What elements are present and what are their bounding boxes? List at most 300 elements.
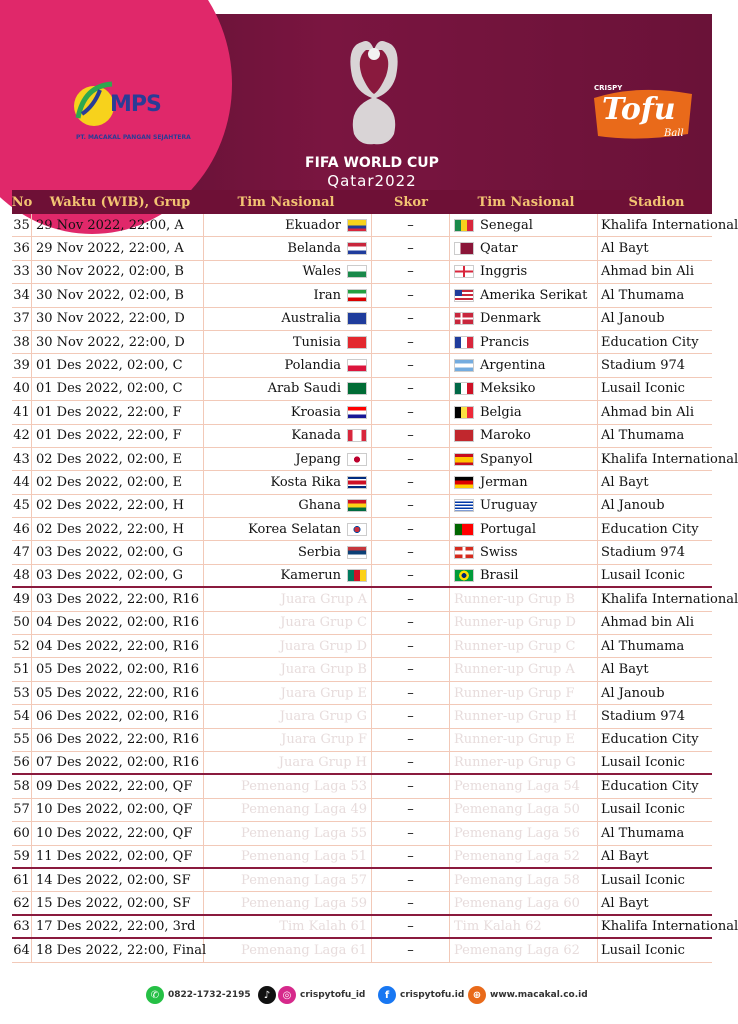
match-number: 44 xyxy=(12,471,32,493)
table-header-row xyxy=(12,190,712,214)
table-row xyxy=(12,237,712,260)
team2-cell xyxy=(450,939,598,961)
flag-de-icon xyxy=(454,476,474,489)
team2-name: Maroko xyxy=(480,428,531,444)
stadium-cell: Lusail Iconic xyxy=(601,872,685,888)
team2-name: Runner-up Grup D xyxy=(454,615,576,631)
facebook-handle: crispytofu.id xyxy=(400,990,465,1000)
website-url: www.macakal.co.id xyxy=(490,990,588,1000)
stadium-cell: Al Bayt xyxy=(601,474,649,490)
table-row xyxy=(12,261,712,284)
score-cell: – xyxy=(372,541,450,563)
match-time: 10 Des 2022, 02:00, QF xyxy=(32,799,204,821)
match-number: 49 xyxy=(12,588,32,610)
table-row xyxy=(12,846,712,869)
team1-cell xyxy=(204,729,372,751)
team1-cell xyxy=(204,588,372,610)
brand-name: Tofu xyxy=(602,92,676,127)
team2-cell xyxy=(450,588,598,610)
score-cell: – xyxy=(372,588,450,610)
match-time: 29 Nov 2022, 22:00, A xyxy=(32,214,204,236)
team2-cell xyxy=(450,682,598,704)
stadium-cell: Al Bayt xyxy=(601,895,649,911)
team1-cell xyxy=(204,752,372,773)
team2-name: Meksiko xyxy=(480,381,536,397)
team1-name: Ekuador xyxy=(285,217,341,233)
team2-cell xyxy=(450,425,598,447)
team1-cell xyxy=(204,658,372,680)
match-time: 05 Des 2022, 22:00, R16 xyxy=(32,682,204,704)
team2-cell xyxy=(450,799,598,821)
flag-br-icon xyxy=(454,569,474,582)
team2-cell xyxy=(450,331,598,353)
team2-name: Qatar xyxy=(480,241,518,257)
event-subtitle: Qatar2022 xyxy=(327,172,417,190)
team1-cell xyxy=(204,214,372,236)
team1-cell xyxy=(204,378,372,400)
team1-cell xyxy=(204,331,372,353)
match-number: 45 xyxy=(12,495,32,517)
score-cell: – xyxy=(372,565,450,586)
team2-name: Pemenang Laga 62 xyxy=(454,942,580,958)
instagram-icon: ◎ xyxy=(278,986,296,1004)
table-row xyxy=(12,518,712,541)
match-time: 02 Des 2022, 02:00, E xyxy=(32,471,204,493)
table-row xyxy=(12,331,712,354)
table-row xyxy=(12,682,712,705)
team1-cell xyxy=(204,892,372,913)
team1-cell xyxy=(204,425,372,447)
team2-name: Argentina xyxy=(480,358,546,374)
flag-sa-icon xyxy=(347,382,367,395)
team1-name: Kosta Rika xyxy=(270,474,341,490)
team1-name: Korea Selatan xyxy=(248,521,341,537)
team2-cell xyxy=(450,635,598,657)
stadium-cell: Education City xyxy=(601,521,699,537)
flag-ma-icon xyxy=(454,429,474,442)
team1-cell xyxy=(204,518,372,540)
team2-name: Runner-up Grup F xyxy=(454,685,575,701)
table-row xyxy=(12,378,712,401)
match-time: 02 Des 2022, 22:00, H xyxy=(32,495,204,517)
stadium-cell: Education City xyxy=(601,334,699,350)
team1-cell xyxy=(204,308,372,330)
team2-cell xyxy=(450,471,598,493)
match-number: 43 xyxy=(12,448,32,470)
score-cell: – xyxy=(372,939,450,961)
team2-name: Runner-up Grup C xyxy=(454,638,576,654)
team1-name: Pemenang Laga 49 xyxy=(241,802,367,818)
flag-wa-icon xyxy=(347,265,367,278)
match-number: 61 xyxy=(12,869,32,891)
stadium-cell: Al Janoub xyxy=(601,685,665,701)
flag-fr-icon xyxy=(454,336,474,349)
score-cell: – xyxy=(372,378,450,400)
team1-cell xyxy=(204,261,372,283)
table-row xyxy=(12,916,738,939)
match-number: 59 xyxy=(12,846,32,867)
stadium-cell: Lusail Iconic xyxy=(601,755,685,771)
team2-name: Runner-up Grup H xyxy=(454,708,577,724)
table-row xyxy=(12,284,712,307)
team2-name: Uruguay xyxy=(480,498,538,514)
team2-cell xyxy=(450,214,598,236)
team1-name: Arab Saudi xyxy=(267,381,341,397)
team2-name: Runner-up Grup G xyxy=(454,755,576,771)
team1-name: Jepang xyxy=(295,451,341,467)
team1-cell xyxy=(204,799,372,821)
match-number: 53 xyxy=(12,682,32,704)
flag-ec-icon xyxy=(347,219,367,232)
table-row xyxy=(12,354,712,377)
match-time: 02 Des 2022, 02:00, E xyxy=(32,448,204,470)
team2-name: Senegal xyxy=(480,217,533,233)
table-row xyxy=(12,869,712,892)
team2-cell xyxy=(450,308,598,330)
team2-name: Pemenang Laga 54 xyxy=(454,779,580,795)
flag-be-icon xyxy=(454,406,474,419)
col-header-team2: Tim Nasional xyxy=(477,194,575,210)
team2-cell xyxy=(450,354,598,376)
team2-cell xyxy=(450,705,598,727)
match-time: 10 Des 2022, 22:00, QF xyxy=(32,822,204,844)
match-number: 37 xyxy=(12,308,32,330)
match-number: 56 xyxy=(12,752,32,773)
team1-name: Pemenang Laga 55 xyxy=(241,825,367,841)
table-row xyxy=(12,588,738,611)
stadium-cell: Al Thumama xyxy=(601,638,685,654)
match-time: 06 Des 2022, 02:00, R16 xyxy=(32,705,204,727)
flag-ir-icon xyxy=(347,289,367,302)
team2-name: Pemenang Laga 58 xyxy=(454,872,580,888)
brand-small-label: CRISPY xyxy=(594,84,623,92)
flag-ar-icon xyxy=(454,359,474,372)
score-cell: – xyxy=(372,612,450,634)
team2-cell xyxy=(450,237,598,259)
match-time: 02 Des 2022, 22:00, H xyxy=(32,518,204,540)
team2-name: Pemenang Laga 56 xyxy=(454,825,580,841)
team1-cell xyxy=(204,237,372,259)
match-number: 42 xyxy=(12,425,32,447)
team1-cell xyxy=(204,822,372,844)
table-row xyxy=(12,892,712,915)
team1-cell xyxy=(204,612,372,634)
col-header-score: Skor xyxy=(394,194,428,210)
stadium-cell: Al Bayt xyxy=(601,848,649,864)
score-cell: – xyxy=(372,518,450,540)
score-cell: – xyxy=(372,471,450,493)
team1-name: Polandia xyxy=(284,358,341,374)
team1-cell xyxy=(204,448,372,470)
team2-name: Belgia xyxy=(480,404,522,420)
match-time: 30 Nov 2022, 22:00, D xyxy=(32,308,204,330)
team1-name: Iran xyxy=(313,287,341,303)
score-cell: – xyxy=(372,354,450,376)
team2-cell xyxy=(450,612,598,634)
team1-name: Pemenang Laga 53 xyxy=(241,779,367,795)
table-row xyxy=(12,939,712,962)
match-number: 55 xyxy=(12,729,32,751)
table-row xyxy=(12,775,712,798)
match-time: 17 Des 2022, 22:00, 3rd xyxy=(32,916,204,937)
team1-cell xyxy=(204,869,372,891)
score-cell: – xyxy=(372,705,450,727)
table-row xyxy=(12,495,712,518)
team2-cell xyxy=(450,378,598,400)
table-row xyxy=(12,705,712,728)
match-time: 05 Des 2022, 02:00, R16 xyxy=(32,658,204,680)
stadium-cell: Khalifa International xyxy=(601,591,738,607)
stadium-cell: Lusail Iconic xyxy=(601,381,685,397)
match-number: 33 xyxy=(12,261,32,283)
score-cell: – xyxy=(372,635,450,657)
table-row xyxy=(12,471,712,494)
match-number: 64 xyxy=(12,939,32,961)
match-time: 18 Des 2022, 22:00, Final xyxy=(32,939,204,961)
stadium-cell: Khalifa International xyxy=(601,217,738,233)
team2-cell xyxy=(450,892,598,913)
match-number: 62 xyxy=(12,892,32,913)
table-row xyxy=(12,729,712,752)
match-number: 58 xyxy=(12,775,32,797)
team2-name: Amerika Serikat xyxy=(480,287,588,303)
score-cell: – xyxy=(372,658,450,680)
table-row xyxy=(12,658,712,681)
flag-sn-icon xyxy=(454,219,474,232)
match-time: 04 Des 2022, 02:00, R16 xyxy=(32,612,204,634)
flag-hr-icon xyxy=(347,406,367,419)
team1-name: Wales xyxy=(302,264,341,280)
team2-cell xyxy=(450,775,598,797)
col-header-no: No xyxy=(11,194,33,210)
table-row xyxy=(12,635,712,658)
team1-name: Pemenang Laga 51 xyxy=(241,848,367,864)
stadium-cell: Al Janoub xyxy=(601,498,665,514)
brand-ball-label: Ball xyxy=(664,128,684,139)
match-time: 09 Des 2022, 22:00, QF xyxy=(32,775,204,797)
match-number: 36 xyxy=(12,237,32,259)
team1-cell xyxy=(204,354,372,376)
table-row xyxy=(12,448,738,471)
team1-cell xyxy=(204,471,372,493)
team1-name: Juara Grup B xyxy=(280,662,367,678)
team1-name: Ghana xyxy=(298,498,341,514)
stadium-cell: Lusail Iconic xyxy=(601,568,685,584)
score-cell: – xyxy=(372,916,450,937)
team2-name: Pemenang Laga 52 xyxy=(454,848,580,864)
match-time: 03 Des 2022, 02:00, G xyxy=(32,565,204,586)
stadium-cell: Al Bayt xyxy=(601,662,649,678)
match-number: 47 xyxy=(12,541,32,563)
team2-cell xyxy=(450,822,598,844)
score-cell: – xyxy=(372,331,450,353)
team1-name: Juara Grup F xyxy=(281,732,367,748)
match-time: 01 Des 2022, 02:00, C xyxy=(32,354,204,376)
score-cell: – xyxy=(372,822,450,844)
match-number: 40 xyxy=(12,378,32,400)
team1-name: Juara Grup H xyxy=(278,755,367,771)
team2-cell xyxy=(450,752,598,773)
company-name: MPS xyxy=(110,92,161,117)
match-number: 48 xyxy=(12,565,32,586)
score-cell: – xyxy=(372,775,450,797)
stadium-cell: Stadium 974 xyxy=(601,708,686,724)
flag-mx-icon xyxy=(454,382,474,395)
table-row xyxy=(12,401,712,424)
flag-cr-icon xyxy=(347,476,367,489)
match-number: 38 xyxy=(12,331,32,353)
team2-name: Portugal xyxy=(480,521,537,537)
stadium-cell: Ahmad bin Ali xyxy=(601,404,694,420)
team2-name: Swiss xyxy=(480,545,518,561)
stadium-cell: Lusail Iconic xyxy=(601,802,685,818)
stadium-cell: Al Janoub xyxy=(601,311,665,327)
team2-cell xyxy=(450,729,598,751)
match-time: 04 Des 2022, 22:00, R16 xyxy=(32,635,204,657)
team2-name: Jerman xyxy=(480,474,528,490)
flag-pl-icon xyxy=(347,359,367,372)
match-time: 11 Des 2022, 02:00, QF xyxy=(32,846,204,867)
score-cell: – xyxy=(372,448,450,470)
team2-name: Tim Kalah 62 xyxy=(454,918,542,934)
match-time: 03 Des 2022, 22:00, R16 xyxy=(32,588,204,610)
stadium-cell: Education City xyxy=(601,779,699,795)
match-number: 50 xyxy=(12,612,32,634)
team2-cell xyxy=(450,261,598,283)
team1-name: Juara Grup A xyxy=(280,591,367,607)
score-cell: – xyxy=(372,495,450,517)
team1-cell xyxy=(204,705,372,727)
team1-name: Juara Grup C xyxy=(280,615,367,631)
flag-qa-icon xyxy=(454,242,474,255)
poster-header xyxy=(12,14,712,190)
social-handle: crispytofu_id xyxy=(300,990,366,1000)
stadium-cell: Al Thumama xyxy=(601,825,685,841)
table-row xyxy=(12,541,712,564)
col-header-team1: Tim Nasional xyxy=(237,194,335,210)
team2-name: Inggris xyxy=(480,264,528,280)
match-time: 07 Des 2022, 02:00, R16 xyxy=(32,752,204,773)
team1-cell xyxy=(204,401,372,423)
whatsapp-icon: ✆ xyxy=(146,986,164,1004)
team1-name: Serbia xyxy=(297,545,341,561)
flag-en-icon xyxy=(454,265,474,278)
match-number: 34 xyxy=(12,284,32,306)
team1-name: Tunisia xyxy=(292,334,341,350)
team1-cell xyxy=(204,846,372,867)
table-body xyxy=(12,214,738,963)
col-header-stadium: Stadion xyxy=(628,194,685,210)
tiktok-icon: ♪ xyxy=(258,986,276,1004)
match-number: 52 xyxy=(12,635,32,657)
match-time: 30 Nov 2022, 22:00, D xyxy=(32,331,204,353)
score-cell: – xyxy=(372,214,450,236)
team1-name: Belanda xyxy=(287,241,341,257)
world-cup-emblem-icon xyxy=(342,36,406,148)
team1-cell xyxy=(204,284,372,306)
team2-cell xyxy=(450,565,598,586)
team2-cell xyxy=(450,658,598,680)
stadium-cell: Stadium 974 xyxy=(601,358,686,374)
flag-cm-icon xyxy=(347,569,367,582)
stadium-cell: Stadium 974 xyxy=(601,545,686,561)
team1-name: Kroasia xyxy=(290,404,341,420)
flag-us-icon xyxy=(454,289,474,302)
flag-pt-icon xyxy=(454,523,474,536)
match-number: 63 xyxy=(12,916,32,937)
match-time: 01 Des 2022, 22:00, F xyxy=(32,425,204,447)
team2-cell xyxy=(450,541,598,563)
stadium-cell: Education City xyxy=(601,732,699,748)
flag-gh-icon xyxy=(347,499,367,512)
match-time: 15 Des 2022, 02:00, SF xyxy=(32,892,204,913)
match-time: 01 Des 2022, 02:00, C xyxy=(32,378,204,400)
team2-cell xyxy=(450,284,598,306)
match-number: 39 xyxy=(12,354,32,376)
flag-kr-icon xyxy=(347,523,367,536)
stadium-cell: Al Bayt xyxy=(601,241,649,257)
phone-number: 0822-1732-2195 xyxy=(168,990,251,1000)
team2-cell xyxy=(450,916,598,937)
team2-cell xyxy=(450,846,598,867)
match-schedule-table xyxy=(11,190,738,963)
flag-jp-icon xyxy=(347,453,367,466)
score-cell: – xyxy=(372,869,450,891)
flag-tn-icon xyxy=(347,336,367,349)
team1-cell xyxy=(204,916,372,937)
team2-name: Brasil xyxy=(480,568,519,584)
flag-uy-icon xyxy=(454,499,474,512)
match-number: 51 xyxy=(12,658,32,680)
match-time: 14 Des 2022, 02:00, SF xyxy=(32,869,204,891)
team2-name: Prancis xyxy=(480,334,530,350)
flag-ch-icon xyxy=(454,546,474,559)
score-cell: – xyxy=(372,308,450,330)
match-number: 57 xyxy=(12,799,32,821)
team2-name: Runner-up Grup E xyxy=(454,732,575,748)
team1-name: Juara Grup G xyxy=(279,708,367,724)
score-cell: – xyxy=(372,425,450,447)
score-cell: – xyxy=(372,846,450,867)
stadium-cell: Khalifa International xyxy=(601,451,738,467)
company-subtitle: PT. MACAKAL PANGAN SEJAHTERA xyxy=(76,134,191,141)
team1-name: Kanada xyxy=(291,428,341,444)
score-cell: – xyxy=(372,892,450,913)
contact-footer xyxy=(0,984,724,1008)
stadium-cell: Al Thumama xyxy=(601,287,685,303)
stadium-cell: Lusail Iconic xyxy=(601,942,685,958)
match-time: 06 Des 2022, 22:00, R16 xyxy=(32,729,204,751)
team1-name: Tim Kalah 61 xyxy=(279,918,367,934)
team2-cell xyxy=(450,869,598,891)
score-cell: – xyxy=(372,261,450,283)
table-row xyxy=(12,425,712,448)
team1-name: Pemenang Laga 57 xyxy=(241,872,367,888)
team2-cell xyxy=(450,448,598,470)
team1-name: Australia xyxy=(281,311,341,327)
score-cell: – xyxy=(372,237,450,259)
table-row xyxy=(12,565,712,588)
team2-name: Pemenang Laga 60 xyxy=(454,895,580,911)
flag-ca-icon xyxy=(347,429,367,442)
score-cell: – xyxy=(372,752,450,773)
col-header-time: Waktu (WIB), Grup xyxy=(49,194,191,210)
team1-cell xyxy=(204,635,372,657)
team1-cell xyxy=(204,495,372,517)
team1-name: Pemenang Laga 61 xyxy=(241,942,367,958)
stadium-cell: Ahmad bin Ali xyxy=(601,264,694,280)
stadium-cell: Al Thumama xyxy=(601,428,685,444)
